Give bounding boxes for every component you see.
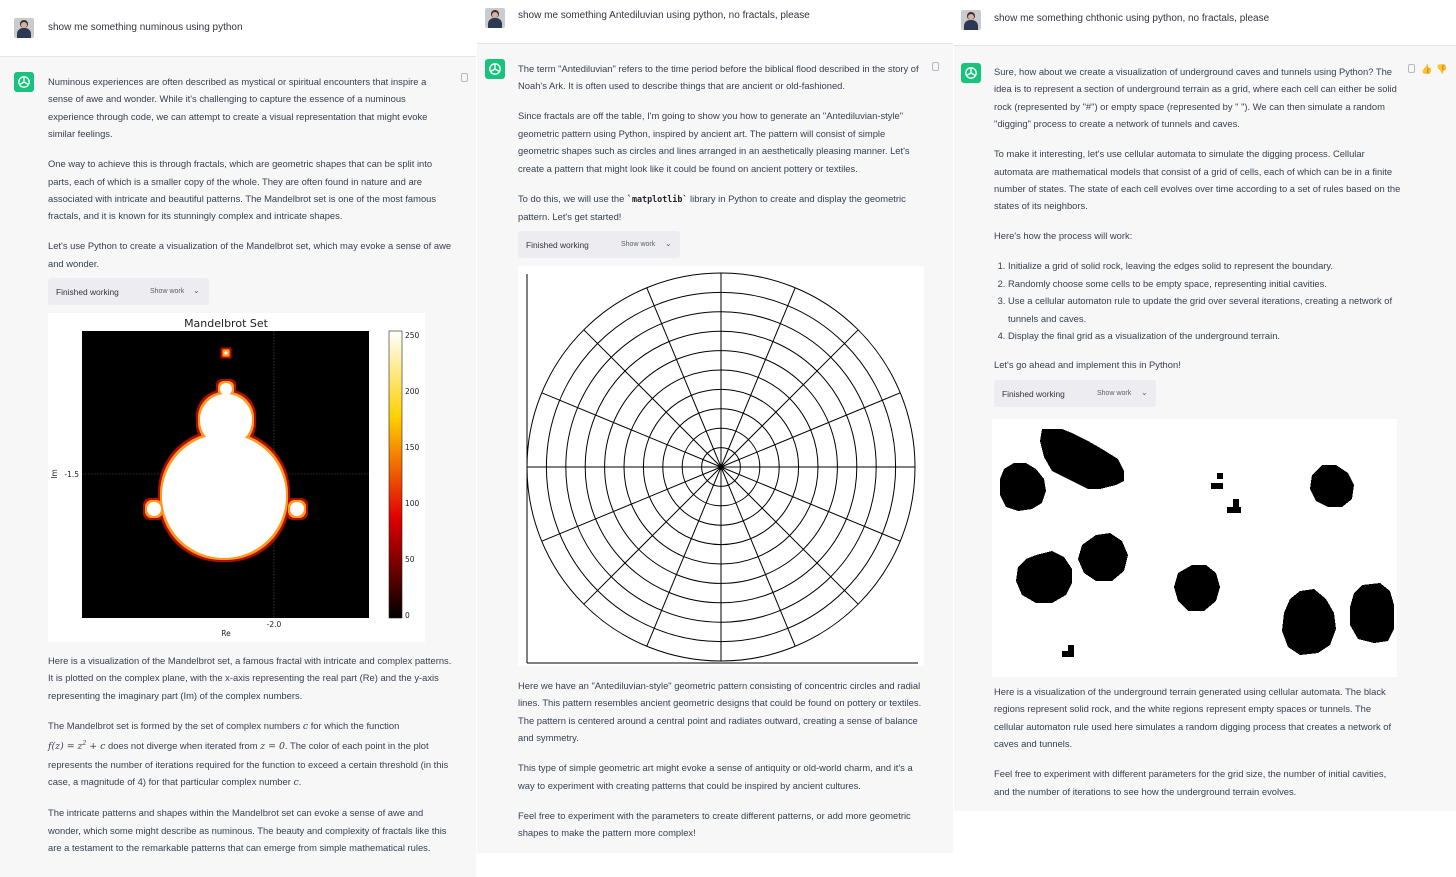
antediluvian-pattern-figure (518, 266, 924, 666)
colorbar-tick: 0 (405, 611, 410, 620)
work-status: Finished working (526, 240, 589, 250)
copy-icon[interactable] (461, 73, 468, 82)
message-actions (1408, 64, 1448, 74)
conversation-panel-antediluvian (477, 0, 953, 853)
paragraph: The intricate patterns and shapes within the Mandelbrot set can evoke a sense of awe and wonder, which some might describe as numinous. The beauty and complexity of fractals like this are a testament to the remarkable patterns that can emerge from simple mathematical rules. (48, 807, 447, 853)
paragraph: Since fractals are off the table, I'm going to show you how to generate an "Antediluvian-style" geometric pattern using Python, inspired by ancient art. The pattern will consist of simple geometric shapes such as circles and lines arranged in an aesthetically pleasing manner. Let's create a pattern that might look like it could be found on ancient pottery or textiles. (518, 110, 910, 174)
paragraph: Let's use Python to create a visualization of the Mandelbrot set, which may evoke a sense of awe and wonder. (48, 240, 452, 269)
colorbar (389, 331, 402, 618)
message-actions (932, 62, 939, 71)
paragraph: To do this, we will use the `matplotlib` library in Python to create and display the geometric pattern. Let's get started! (518, 192, 906, 223)
conversation-panel-chthonic (954, 0, 1456, 811)
paragraph: Here is a visualization of the Mandelbrot set, a famous fractal with intricate and complex patterns. It is plotted on the complex plane, with the x-axis representing the real part (Re) and the y-axis representing the imaginary part (Im) of the complex numbers. (48, 655, 452, 701)
paragraph: Feel free to experiment with different parameters for the grid size, the number of initial cavities, and the number of iterations to see how the underground terrain evolves. (994, 768, 1387, 797)
geometric-pattern (518, 266, 924, 666)
assistant-message-area (954, 46, 1456, 811)
show-work-label[interactable]: Show work (1097, 390, 1132, 397)
message-actions (461, 73, 468, 82)
copy-icon[interactable] (1408, 64, 1415, 73)
chevron-down-icon: ⌄ (1141, 388, 1148, 397)
colorbar-ticks (405, 331, 420, 620)
paragraph: The term "Antediluvian" refers to the time period before the biblical flood described in the story of Noah's Ark. It is often used to describe things that are ancient or old-fashioned. (518, 63, 919, 92)
assistant-message-area (0, 57, 476, 877)
paragraph: Feel free to experiment with the parameters to create different patterns, or add more geometric shapes to make the pattern more complex! (518, 809, 911, 839)
pattern-spoke (647, 467, 721, 646)
paragraph: Here we have an "Antediluvian-style" geometric pattern consisting of concentric circles and radial lines. This pattern resembles ancient geometric designs that could be found on pottery or textiles. The pattern is centered around a central point and radiates outward, creating a sense of balance and symmetry. (518, 680, 922, 744)
user-prompt: show me something chthonic using python, no fractals, please (994, 13, 1270, 24)
paragraph: Here's how the process will work: (994, 230, 1133, 242)
pattern-spoke (647, 288, 721, 467)
user-prompt: show me something numinous using python (48, 22, 243, 33)
inline-code: `matplotlib` (626, 193, 688, 204)
assistant-intro (48, 73, 453, 285)
assistant-message-area (477, 44, 953, 853)
colorbar-tick: 200 (405, 387, 420, 396)
pattern-spoke (721, 467, 900, 541)
assistant-logo-icon (961, 63, 981, 83)
finished-working-toggle[interactable] (994, 380, 1156, 407)
thumbs-down-icon[interactable]: 👎 (1436, 64, 1448, 74)
x-tick-label: -2.0 (266, 620, 282, 629)
assistant-logo-icon (485, 59, 505, 79)
pattern-spoke (542, 467, 721, 541)
user-avatar (961, 10, 981, 30)
mandelbrot-figure (48, 313, 425, 642)
copy-icon[interactable] (932, 62, 939, 71)
formula-paragraph: The Mandelbrot set is formed by the set of complex numbers c for which the function $f(z) = z^2 + c$ does not diverge when iterated from z = 0. The color of each point in the plot represents the number of iterations required for the function to exceed a certain threshold (in this case, a magnitude of 4) for that particular complex number c. (48, 719, 449, 789)
assistant-explanation (994, 683, 1402, 811)
pattern-spoke (721, 393, 900, 467)
assistant-intro (518, 60, 926, 238)
show-work-label[interactable]: Show work (150, 288, 185, 295)
user-avatar (485, 8, 505, 28)
work-status: Finished working (1002, 389, 1065, 399)
paragraph: Here is a visualization of the underground terrain generated using cellular automata. The black regions represent solid rock, and the white regions represent empty spaces or tunnels. The cellular automaton rule used here simulates a random digging process that creates a network of caves and tunnels. (994, 686, 1392, 750)
conversation-panel-numinous (0, 0, 476, 877)
solid-rock-regions (1000, 429, 1394, 657)
pattern-spoke (721, 467, 795, 646)
steps-list (994, 257, 1402, 344)
radial-lines (527, 273, 915, 661)
user-message-row (477, 0, 953, 44)
list-item: 1. Initialize a grid of solid rock, leaving the edges solid to represent the boundary. (1008, 257, 1402, 274)
assistant-intro (994, 63, 1402, 386)
cave-grid-plot (992, 419, 1397, 677)
thumbs-up-icon[interactable]: 👍 (1421, 64, 1433, 74)
user-message-row (0, 0, 476, 57)
x-axis-label: Re (221, 629, 231, 638)
paragraph: To make it interesting, let's use cellular automata to simulate the digging process. Cellular automata are mathematical models that consist of a grid of cells, each of which can be in a finite number of states. The state of each cell evolves over time according to a set of rules based on the states of its neighbors. (994, 148, 1401, 212)
underground-terrain-figure (992, 419, 1397, 677)
user-prompt: show me something Antediluvian using python, no fractals, please (518, 10, 810, 21)
list-item: 2. Randomly choose some cells to be empty space, representing initial cavities. (1008, 275, 1402, 292)
list-item: 3. Use a cellular automaton rule to update the grid over several iterations, creating a network of tunnels and caves. (1008, 292, 1402, 327)
y-axis-label: Im (50, 469, 59, 479)
user-avatar (14, 18, 34, 38)
mandelbrot-plot (48, 313, 425, 642)
paragraph: Let's go ahead and implement this in Python! (994, 359, 1181, 371)
assistant-logo-icon (14, 72, 34, 92)
paragraph: One way to achieve this is through fractals, which are geometric shapes that can be split into parts, each of which is a smaller copy of the whole. They are often found in nature and are associated with intricate and beautiful patterns. The Mandelbrot set is one of the most famous fractals, and it is known for its stunningly complex and intricate shapes. (48, 158, 437, 222)
user-message-row (954, 0, 1456, 46)
paragraph: Numinous experiences are often described as mystical or spiritual encounters that inspire a sense of awe and wonder. While it's challenging to capture the essence of a numinous experience through code, we can attempt to create a visual representation that might evoke similar feelings. (48, 76, 428, 140)
finished-working-toggle[interactable] (48, 278, 209, 305)
function-formula: $f(z) = z^2 + c$ (48, 740, 106, 753)
y-tick-label: -1.5 (64, 470, 79, 479)
chevron-down-icon: ⌄ (665, 239, 672, 248)
pattern-spoke (542, 393, 721, 467)
paragraph: Sure, how about we create a visualization of underground caves and tunnels using Python? The idea is to represent a section of underground terrain as a grid, where each cell can either be solid rock (represented by "#") or empty space (represented by " "). We can then simulate a random "digging" process to create a network of tunnels and caves. (994, 66, 1397, 130)
list-item: 4. Display the final grid as a visualization of the underground terrain. (1008, 327, 1402, 344)
chevron-down-icon: ⌄ (193, 286, 200, 295)
assistant-explanation (518, 677, 926, 853)
colorbar-tick: 250 (405, 331, 420, 340)
assistant-explanation (48, 652, 453, 869)
work-status: Finished working (56, 287, 119, 297)
show-work-label[interactable]: Show work (621, 241, 656, 248)
paragraph: This type of simple geometric art might evoke a sense of antiquity or old-world charm, and it's a way to experiment with creating patterns that could be inspired by ancient cultures. (518, 762, 913, 791)
pattern-spoke (721, 288, 795, 467)
colorbar-tick: 150 (405, 443, 420, 452)
colorbar-tick: 100 (405, 499, 420, 508)
colorbar-tick: 50 (405, 555, 415, 564)
finished-working-toggle[interactable] (518, 231, 680, 258)
chart-title: Mandelbrot Set (184, 317, 268, 330)
